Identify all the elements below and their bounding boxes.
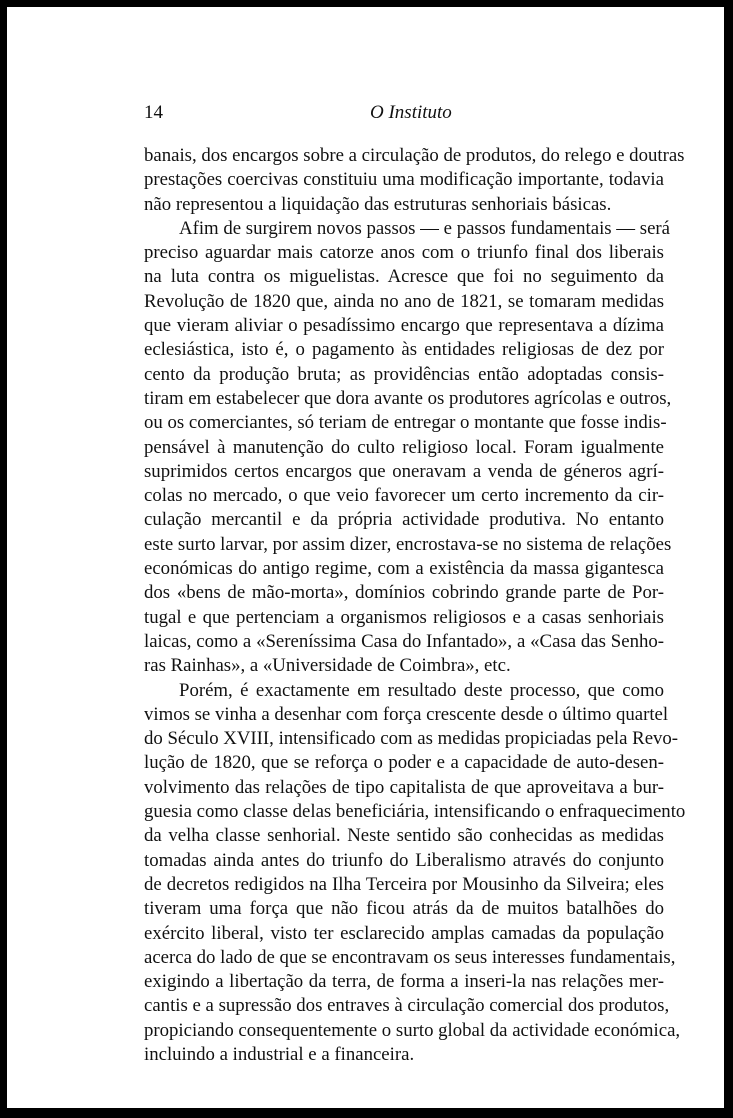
text-line: do Século XVIII, intensificado com as medidas propiciadas pela Revo- — [144, 728, 679, 750]
text-line: dos «bens de mão-morta», domínios cobrindo grande parte de Por- — [144, 582, 664, 604]
text-line: económicas do antigo regime, com a existência da massa gigantesca — [144, 558, 664, 580]
page-number: 14 — [144, 102, 163, 123]
text-line: pensável à manutenção do culto religioso local. Foram igualmente — [144, 436, 664, 458]
text-line: não representou a liquidação das estruturas senhoriais básicas. — [144, 193, 612, 215]
body-text — [144, 144, 686, 1067]
running-title: O Instituto — [370, 102, 452, 123]
text-line: na luta contra os miguelistas. Acresce que foi no seguimento da — [144, 266, 664, 288]
text-line: vimos se vinha a desenhar com força crescente desde o último quartel — [144, 703, 669, 725]
text-line: lução de 1820, que se reforça o poder e a capacidade de auto-desen- — [144, 752, 664, 774]
text-line: ras Rainhas», a «Universidade de Coimbra», etc. — [144, 655, 511, 677]
text-line: de decretos redigidos na Ilha Terceira por Mousinho da Silveira; eles — [144, 873, 664, 895]
page-header — [144, 102, 664, 126]
text-line: incluindo a industrial e a financeira. — [144, 1043, 415, 1065]
text-line: culação mercantil e da própria actividade produtiva. No entanto — [144, 509, 664, 531]
text-line: exército liberal, visto ter esclarecido amplas camadas da população — [144, 922, 664, 944]
text-line: exigindo a libertação da terra, de forma a inseri-la nas relações mer- — [144, 971, 664, 993]
text-line: tiveram uma força que não ficou atrás da de muitos batalhões do — [144, 898, 664, 920]
text-line: prestações coercivas constituiu uma modificação importante, todavia — [144, 169, 664, 191]
text-line: tugal e que pertenciam a organismos religiosos e a casas senhoriais — [144, 606, 664, 628]
text-line: banais, dos encargos sobre a circulação de produtos, do relego e doutras — [144, 145, 685, 166]
text-line: ou os comerciantes, só teriam de entregar o montante que fosse indis- — [144, 412, 667, 434]
text-line: volvimento das relações de tipo capitalista de que aproveitava a bur- — [144, 776, 664, 798]
text-line: preciso aguardar mais catorze anos com o triunfo final dos liberais — [144, 242, 664, 264]
text-line: eclesiástica, isto é, o pagamento às entidades religiosas de dez por — [144, 339, 664, 361]
text-line: que vieram aliviar o pesadíssimo encargo que representava a dízima — [144, 315, 664, 337]
text-line: laicas, como a «Sereníssima Casa do Infantado», a «Casa das Senho- — [144, 630, 664, 652]
text-line: suprimidos certos encargos que oneravam a venda de géneros agrí- — [144, 460, 664, 482]
text-line: Revolução de 1820 que, ainda no ano de 1821, se tomaram medidas — [144, 290, 664, 312]
paragraph — [144, 679, 686, 1068]
text-line: Porém, é exactamente em resultado deste processo, que como — [179, 679, 664, 701]
text-line: acerca do lado de que se encontravam os seus interesses fundamentais, — [144, 946, 676, 968]
text-line: colas no mercado, o que veio favorecer um certo incremento da cir- — [144, 485, 664, 507]
text-line: este surto larvar, por assim dizer, encrostava-se no sistema de relações — [144, 533, 672, 555]
text-line: propiciando consequentemente o surto global da actividade económica, — [144, 1019, 681, 1041]
text-line: cantis e a supressão dos entraves à circulação comercial dos produtos, — [144, 995, 670, 1017]
text-line: Afim de surgirem novos passos — e passos fundamentais — será — [179, 217, 671, 239]
book-page — [7, 7, 724, 1108]
text-line: da velha classe senhorial. Neste sentido são conhecidas as medidas — [144, 825, 664, 847]
text-line: guesia como classe delas beneficiária, intensificando o enfraquecimento — [144, 801, 686, 823]
paragraph — [144, 217, 672, 679]
text-line: tiram em estabelecer que dora avante os produtores agrícolas e outros, — [144, 387, 672, 409]
text-line: cento da produção bruta; as providências então adoptadas consis- — [144, 363, 664, 385]
paragraph — [144, 144, 685, 217]
text-line: tomadas ainda antes do triunfo do Liberalismo através do conjunto — [144, 849, 664, 871]
